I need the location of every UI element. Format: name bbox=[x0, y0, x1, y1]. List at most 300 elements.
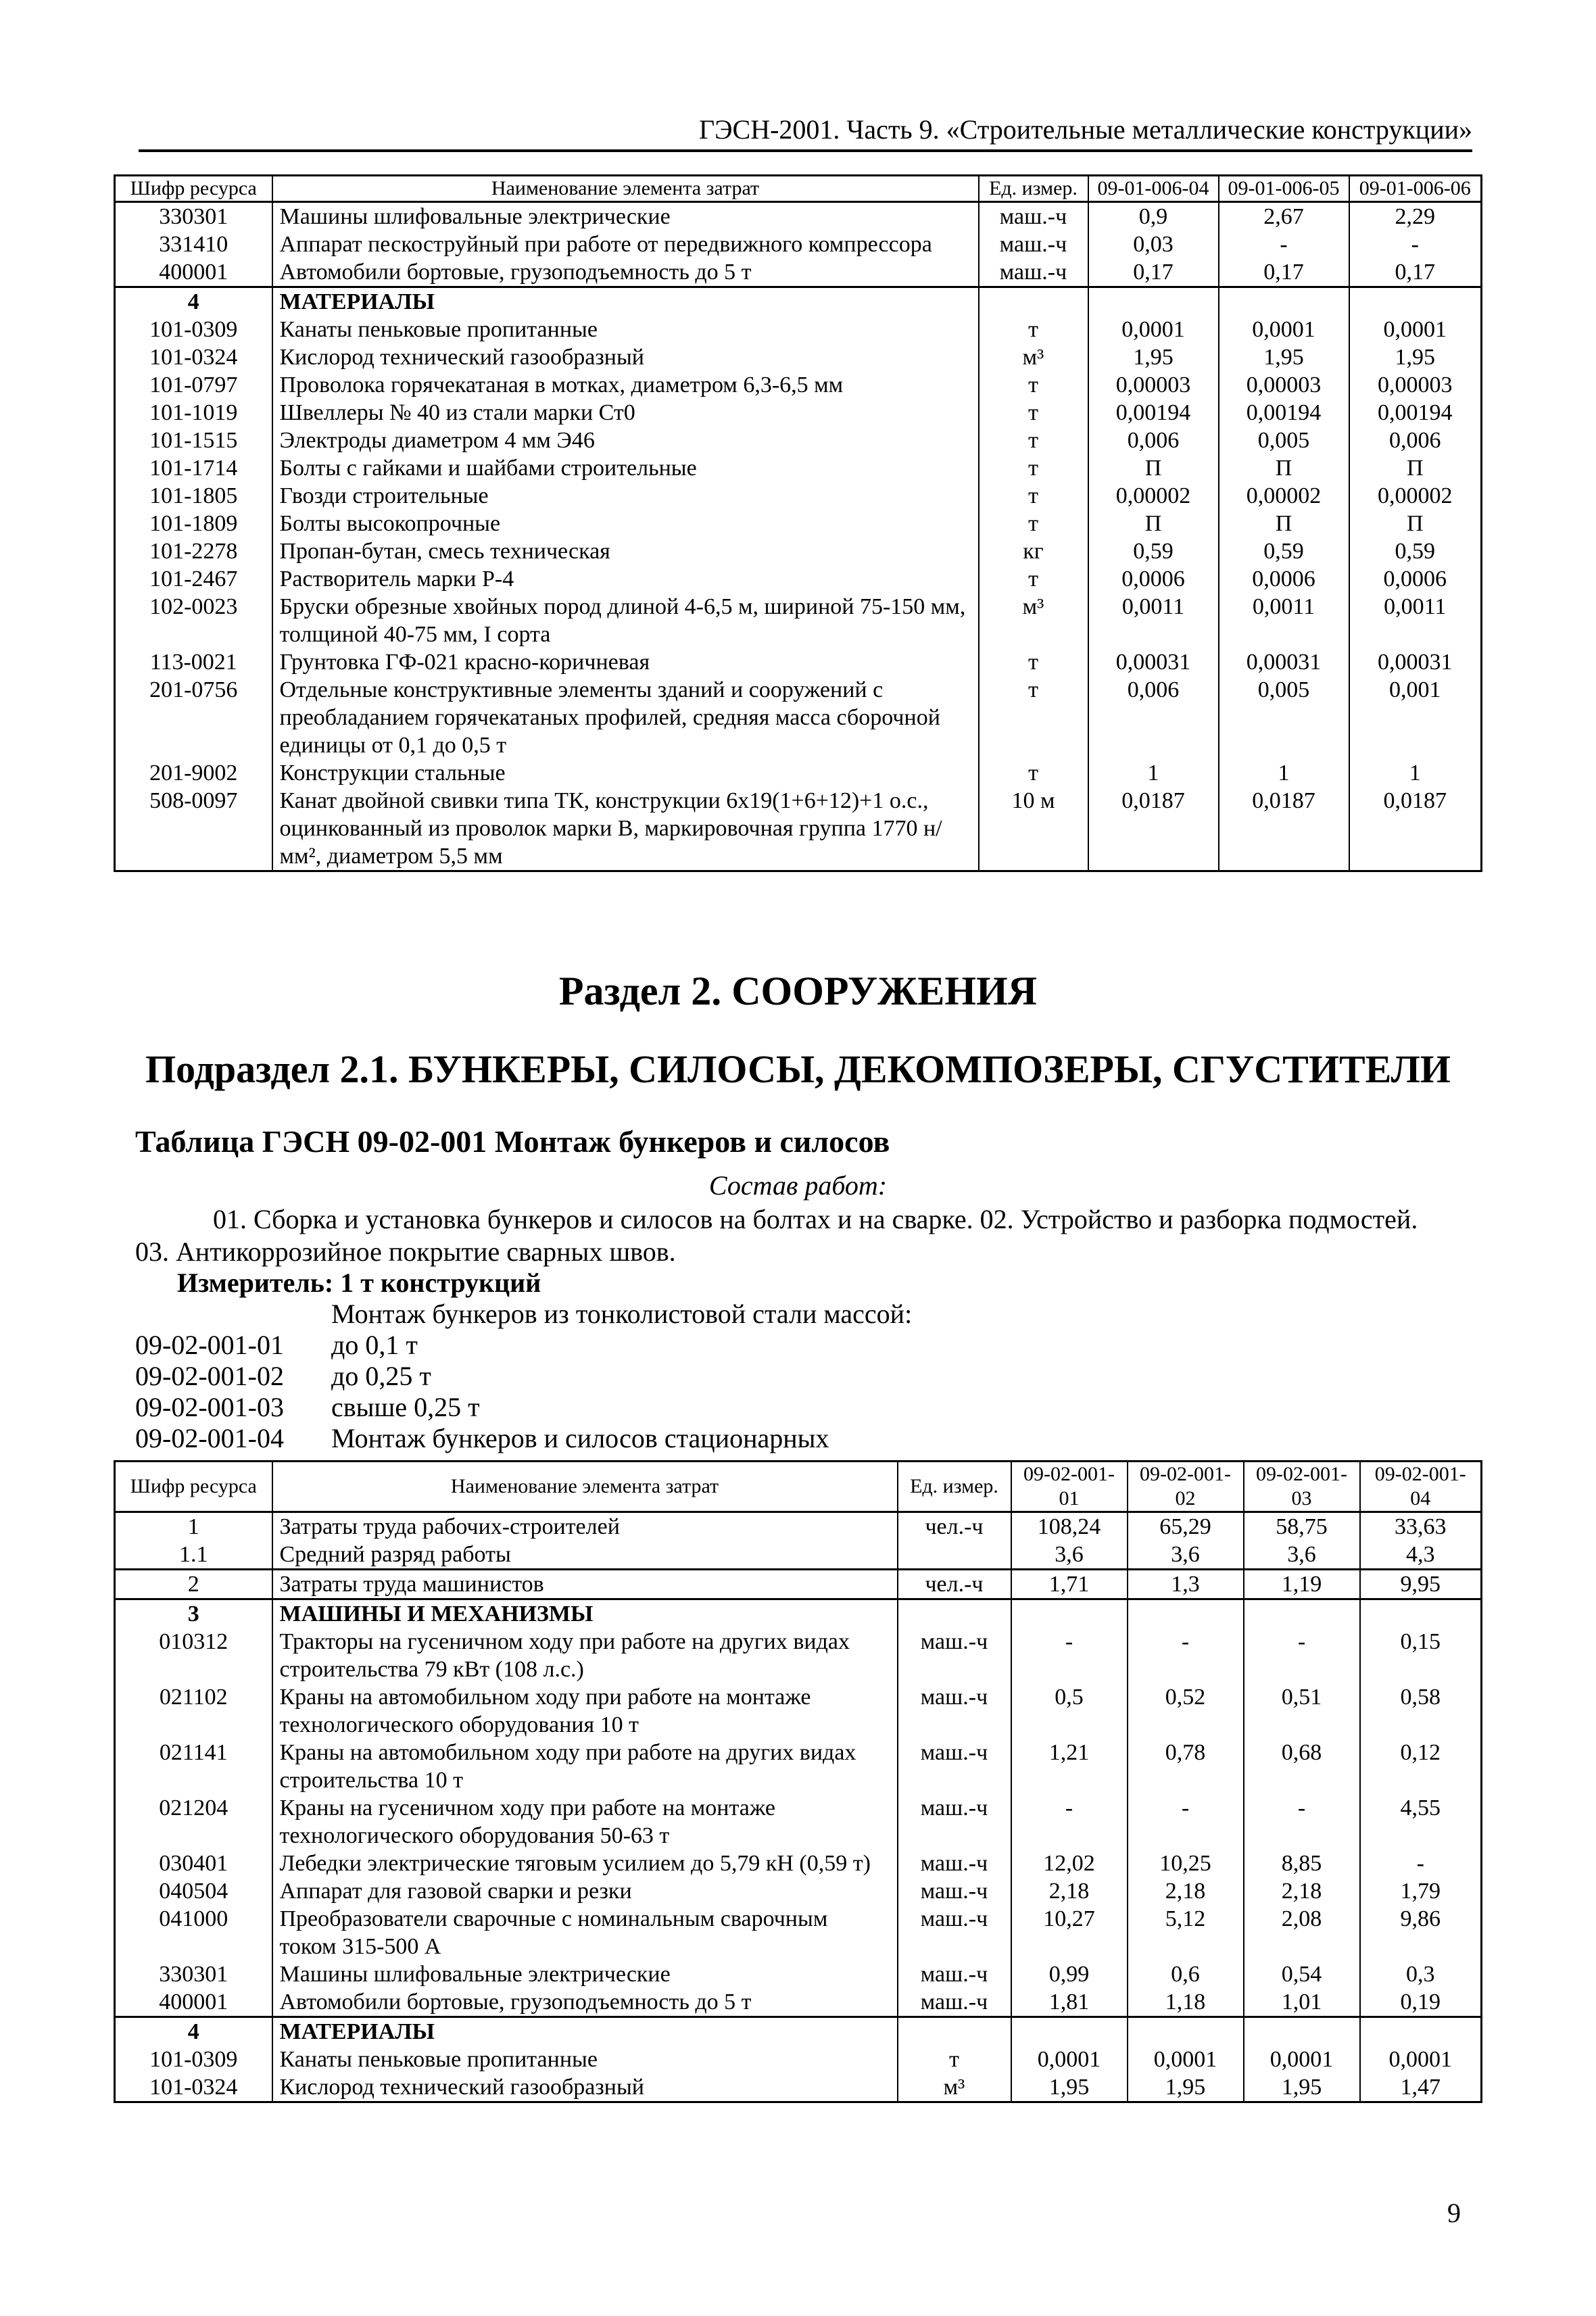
cell-v2: 0,0001 bbox=[1219, 316, 1349, 343]
cell-unit bbox=[898, 1599, 1011, 1629]
cell-v1: 0,0011 bbox=[1088, 593, 1219, 648]
cell-code: 040504 bbox=[115, 1877, 272, 1905]
cell-v3: 0,00002 bbox=[1349, 482, 1482, 510]
cell-v4: 4,3 bbox=[1360, 1541, 1482, 1570]
table-row bbox=[115, 2046, 1482, 2073]
cell-v1: П bbox=[1088, 510, 1219, 537]
cell-code: 201-0756 bbox=[115, 676, 272, 759]
cell-code: 101-0309 bbox=[115, 2046, 272, 2073]
table-row bbox=[115, 1570, 1482, 1599]
cell-v3: 0,0006 bbox=[1349, 565, 1482, 593]
cell-name: Аппарат для газовой сварки и резки bbox=[272, 1877, 898, 1905]
cell-unit: маш.-ч bbox=[898, 1739, 1011, 1794]
cell-v3: - bbox=[1244, 1628, 1360, 1683]
cell-unit: маш.-ч bbox=[898, 1683, 1011, 1739]
column-header: Наименование элемента затрат bbox=[272, 176, 979, 202]
variant-code: 09-02-001-04 bbox=[135, 1423, 284, 1453]
cell-v3 bbox=[1244, 2017, 1360, 2046]
table-row bbox=[115, 316, 1482, 343]
cell-name: Растворитель марки Р-4 bbox=[272, 565, 979, 593]
cell-v2: 0,00031 bbox=[1219, 648, 1349, 676]
table-row bbox=[115, 676, 1482, 759]
cell-v1: - bbox=[1011, 1794, 1128, 1850]
cell-v1: 10,27 bbox=[1011, 1905, 1128, 1960]
cell-v1: П bbox=[1088, 454, 1219, 482]
cell-unit: маш.-ч bbox=[898, 1850, 1011, 1877]
cell-v3: 0,0001 bbox=[1244, 2046, 1360, 2073]
cell-v2: 0,0006 bbox=[1219, 565, 1349, 593]
table-row bbox=[115, 371, 1482, 399]
cell-code: 201-9002 bbox=[115, 759, 272, 787]
table-header-row bbox=[115, 1462, 1482, 1512]
cell-v2: 0,6 bbox=[1128, 1960, 1244, 1988]
cell-v2: 0,52 bbox=[1128, 1683, 1244, 1739]
running-header: ГЭСН-2001. Часть 9. «Строительные металлические конструкции» bbox=[139, 114, 1472, 152]
cell-name: МАТЕРИАЛЫ bbox=[272, 2017, 898, 2046]
cell-name: Электроды диаметром 4 мм Э46 bbox=[272, 427, 979, 454]
column-header: 09-02-001-03 bbox=[1244, 1462, 1360, 1512]
cell-name: МАТЕРИАЛЫ bbox=[272, 287, 979, 316]
cell-v2 bbox=[1128, 2017, 1244, 2046]
cell-code: 1 bbox=[115, 1512, 272, 1541]
column-header: 09-01-006-04 bbox=[1088, 176, 1219, 202]
measure-unit: Измеритель: 1 т конструкций bbox=[177, 1268, 541, 1298]
cell-name: Канаты пеньковые пропитанные bbox=[272, 316, 979, 343]
cell-v2: 1,18 bbox=[1128, 1988, 1244, 2017]
cell-unit: маш.-ч bbox=[979, 202, 1088, 231]
cell-v1: 0,0187 bbox=[1088, 787, 1219, 871]
cell-v4: 0,19 bbox=[1360, 1988, 1482, 2017]
cell-v3: 0,59 bbox=[1349, 537, 1482, 565]
cell-code: 400001 bbox=[115, 1988, 272, 2017]
cell-code: 101-0324 bbox=[115, 2073, 272, 2102]
cell-code: 102-0023 bbox=[115, 593, 272, 648]
cell-v1: - bbox=[1011, 1628, 1128, 1683]
subsection-title: Подраздел 2.1. БУНКЕРЫ, СИЛОСЫ, ДЕКОМПОЗЕРЫ, СГУСТИТЕЛИ bbox=[145, 1047, 1451, 1091]
cell-unit: кг bbox=[979, 537, 1088, 565]
cell-code: 2 bbox=[115, 1570, 272, 1599]
column-header: Ед. измер. bbox=[979, 176, 1088, 202]
variants-heading: Монтаж бункеров из тонколистовой стали массой: bbox=[331, 1299, 913, 1329]
table-row bbox=[115, 399, 1482, 427]
cell-code: 101-1019 bbox=[115, 399, 272, 427]
cell-name: Пропан-бутан, смесь техническая bbox=[272, 537, 979, 565]
cost-table-09-01-006 bbox=[114, 174, 1482, 872]
table-row bbox=[115, 1599, 1482, 1629]
cell-name: Затраты труда машинистов bbox=[272, 1570, 898, 1599]
cell-unit: м³ bbox=[898, 2073, 1011, 2102]
variant-text: Монтаж бункеров и силосов стационарных bbox=[331, 1423, 829, 1453]
cell-v1: 0,0001 bbox=[1011, 2046, 1128, 2073]
cell-v3: 0,00031 bbox=[1349, 648, 1482, 676]
cell-v1 bbox=[1011, 1599, 1128, 1629]
cell-code: 021204 bbox=[115, 1794, 272, 1850]
cell-v3: - bbox=[1244, 1794, 1360, 1850]
cell-v1: 1,21 bbox=[1011, 1739, 1128, 1794]
cell-code: 1.1 bbox=[115, 1541, 272, 1570]
cell-name: Машины шлифовальные электрические bbox=[272, 202, 979, 231]
cell-unit: маш.-ч bbox=[898, 1905, 1011, 1960]
table-row bbox=[115, 593, 1482, 648]
table-row bbox=[115, 787, 1482, 871]
cell-v1: 1,71 bbox=[1011, 1570, 1128, 1599]
cell-v1: 0,006 bbox=[1088, 427, 1219, 454]
cell-v1: 0,00031 bbox=[1088, 648, 1219, 676]
cell-v2: 1 bbox=[1219, 759, 1349, 787]
cell-v1: 0,17 bbox=[1088, 258, 1219, 287]
variant-item bbox=[135, 1329, 418, 1361]
cell-unit bbox=[898, 2017, 1011, 2046]
table-row bbox=[115, 1541, 1482, 1570]
column-header: 09-02-001-04 bbox=[1360, 1462, 1482, 1512]
cell-name: Затраты труда рабочих-строителей bbox=[272, 1512, 898, 1541]
cell-v2: 0,005 bbox=[1219, 676, 1349, 759]
cell-v3: 2,29 bbox=[1349, 202, 1482, 231]
cell-name: Кислород технический газообразный bbox=[272, 2073, 898, 2102]
cell-v2: 0,17 bbox=[1219, 258, 1349, 287]
column-header: Ед. измер. bbox=[898, 1462, 1011, 1512]
table-body bbox=[115, 202, 1482, 871]
page-number: 9 bbox=[1447, 2198, 1461, 2228]
cell-code: 113-0021 bbox=[115, 648, 272, 676]
cell-name: Краны на автомобильном ходу при работе на других видах строительства 10 т bbox=[272, 1739, 898, 1794]
cell-v4: - bbox=[1360, 1850, 1482, 1877]
cell-v2: 2,18 bbox=[1128, 1877, 1244, 1905]
cell-v3: 2,08 bbox=[1244, 1905, 1360, 1960]
cell-unit: т bbox=[979, 759, 1088, 787]
cell-v3: П bbox=[1349, 510, 1482, 537]
cell-unit: 10 м bbox=[979, 787, 1088, 871]
table-row bbox=[115, 482, 1482, 510]
cell-name: Кислород технический газообразный bbox=[272, 343, 979, 371]
cell-code: 101-2278 bbox=[115, 537, 272, 565]
cell-code: 400001 bbox=[115, 258, 272, 287]
table-row bbox=[115, 1683, 1482, 1739]
cell-name: Автомобили бортовые, грузоподъемность до 5 т bbox=[272, 258, 979, 287]
cell-v1: 0,99 bbox=[1011, 1960, 1128, 1988]
cell-unit: т bbox=[979, 676, 1088, 759]
cell-code: 508-0097 bbox=[115, 787, 272, 871]
variant-code: 09-02-001-02 bbox=[135, 1361, 284, 1391]
cell-v3: 1,95 bbox=[1244, 2073, 1360, 2102]
cell-unit bbox=[898, 1541, 1011, 1570]
variant-item bbox=[135, 1422, 829, 1454]
cell-name: Автомобили бортовые, грузоподъемность до 5 т bbox=[272, 1988, 898, 2017]
column-header: 09-02-001-01 bbox=[1011, 1462, 1128, 1512]
cell-v4: 9,95 bbox=[1360, 1570, 1482, 1599]
cell-name: Проволока горячекатаная в мотках, диаметром 6,3-6,5 мм bbox=[272, 371, 979, 399]
cell-v1: 1,95 bbox=[1011, 2073, 1128, 2102]
cell-v2: 0,005 bbox=[1219, 427, 1349, 454]
cell-code: 330301 bbox=[115, 1960, 272, 1988]
cell-name: Канат двойной свивки типа ТК, конструкции 6х19(1+6+12)+1 о.с., оцинкованный из проволок марки В, маркировочная группа 1770 н/мм², диаметром 5,5 мм bbox=[272, 787, 979, 871]
cell-code: 101-2467 bbox=[115, 565, 272, 593]
cell-v2: 1,95 bbox=[1219, 343, 1349, 371]
variant-item bbox=[135, 1360, 431, 1392]
table-row bbox=[115, 287, 1482, 316]
work-composition-heading: Состав работ: bbox=[708, 1170, 888, 1201]
table-row bbox=[115, 759, 1482, 787]
cell-v4 bbox=[1360, 1599, 1482, 1629]
cell-v3: 0,0001 bbox=[1349, 316, 1482, 343]
cell-v2: - bbox=[1128, 1628, 1244, 1683]
cell-v1: 0,00194 bbox=[1088, 399, 1219, 427]
cell-v1: 0,0001 bbox=[1088, 316, 1219, 343]
cell-v1: 0,0006 bbox=[1088, 565, 1219, 593]
cell-code: 101-1515 bbox=[115, 427, 272, 454]
table-row bbox=[115, 1512, 1482, 1541]
cell-v1: 1,95 bbox=[1088, 343, 1219, 371]
cell-v3: П bbox=[1349, 454, 1482, 482]
cell-code: 010312 bbox=[115, 1628, 272, 1683]
variant-text: до 0,1 т bbox=[331, 1330, 418, 1360]
table-row bbox=[115, 1905, 1482, 1960]
cell-v3: 1,01 bbox=[1244, 1988, 1360, 2017]
cell-code: 021141 bbox=[115, 1739, 272, 1794]
cell-v2 bbox=[1128, 1599, 1244, 1629]
cell-v1: 1 bbox=[1088, 759, 1219, 787]
cell-v3: 0,17 bbox=[1349, 258, 1482, 287]
table-row bbox=[115, 1877, 1482, 1905]
cell-unit: м³ bbox=[979, 593, 1088, 648]
cell-code: 101-1809 bbox=[115, 510, 272, 537]
cell-v1: 3,6 bbox=[1011, 1541, 1128, 1570]
cell-v3: 0,001 bbox=[1349, 676, 1482, 759]
cell-unit: т bbox=[979, 510, 1088, 537]
cell-unit: чел.-ч bbox=[898, 1512, 1011, 1541]
table-row bbox=[115, 2017, 1482, 2046]
cell-v2: 0,00194 bbox=[1219, 399, 1349, 427]
cell-v1: 12,02 bbox=[1011, 1850, 1128, 1877]
cell-unit: т bbox=[898, 2046, 1011, 2073]
cell-unit: м³ bbox=[979, 343, 1088, 371]
cell-name: Преобразователи сварочные с номинальным сварочным током 315-500 А bbox=[272, 1905, 898, 1960]
variant-text: свыше 0,25 т bbox=[331, 1392, 480, 1422]
cell-v3: 3,6 bbox=[1244, 1541, 1360, 1570]
cell-code: 101-0797 bbox=[115, 371, 272, 399]
cell-v2: 65,29 bbox=[1128, 1512, 1244, 1541]
cell-v4: 1,79 bbox=[1360, 1877, 1482, 1905]
cell-unit: маш.-ч bbox=[898, 1877, 1011, 1905]
cell-v2: 5,12 bbox=[1128, 1905, 1244, 1960]
work-composition-line: 03. Антикоррозийное покрытие сварных швов. bbox=[135, 1236, 676, 1267]
cell-name: МАШИНЫ И МЕХАНИЗМЫ bbox=[272, 1599, 898, 1629]
cell-v4: 0,58 bbox=[1360, 1683, 1482, 1739]
cell-v4 bbox=[1360, 2017, 1482, 2046]
cell-unit: маш.-ч bbox=[898, 1988, 1011, 2017]
cell-v1: 0,00002 bbox=[1088, 482, 1219, 510]
table-row bbox=[115, 343, 1482, 371]
cell-v1: 2,18 bbox=[1011, 1877, 1128, 1905]
cell-v3: 8,85 bbox=[1244, 1850, 1360, 1877]
cell-v2: - bbox=[1219, 231, 1349, 258]
table-body bbox=[115, 1512, 1482, 2102]
cell-v4: 9,86 bbox=[1360, 1905, 1482, 1960]
cell-v3: 0,00003 bbox=[1349, 371, 1482, 399]
cell-v3: 1,19 bbox=[1244, 1570, 1360, 1599]
cell-v4: 0,15 bbox=[1360, 1628, 1482, 1683]
variant-item bbox=[135, 1391, 480, 1423]
table-title: Таблица ГЭСН 09-02-001 Монтаж бункеров и силосов bbox=[135, 1124, 890, 1159]
cell-code: 030401 bbox=[115, 1850, 272, 1877]
table-row bbox=[115, 2073, 1482, 2102]
cell-v3: 0,006 bbox=[1349, 427, 1482, 454]
cell-v3: 0,0011 bbox=[1349, 593, 1482, 648]
cell-v2: 10,25 bbox=[1128, 1850, 1244, 1877]
cell-v2: 0,00002 bbox=[1219, 482, 1349, 510]
cell-code: 330301 bbox=[115, 202, 272, 231]
cell-unit: т bbox=[979, 371, 1088, 399]
cell-v1: 0,03 bbox=[1088, 231, 1219, 258]
cell-v1 bbox=[1088, 287, 1219, 316]
cell-unit: т bbox=[979, 454, 1088, 482]
table-row bbox=[115, 231, 1482, 258]
column-header: 09-01-006-05 bbox=[1219, 176, 1349, 202]
table-row bbox=[115, 1850, 1482, 1877]
cell-code: 041000 bbox=[115, 1905, 272, 1960]
table-row bbox=[115, 1988, 1482, 2017]
column-header: 09-01-006-06 bbox=[1349, 176, 1482, 202]
variant-code: 09-02-001-03 bbox=[135, 1392, 284, 1422]
table-row bbox=[115, 258, 1482, 287]
cell-v2: П bbox=[1219, 510, 1349, 537]
cell-unit: маш.-ч bbox=[979, 231, 1088, 258]
cell-v2: 0,0187 bbox=[1219, 787, 1349, 871]
cell-v2: 0,78 bbox=[1128, 1739, 1244, 1794]
cell-name: Швеллеры № 40 из стали марки Ст0 bbox=[272, 399, 979, 427]
table-row bbox=[115, 565, 1482, 593]
cell-unit: чел.-ч bbox=[898, 1570, 1011, 1599]
cell-v2: - bbox=[1128, 1794, 1244, 1850]
cell-unit: маш.-ч bbox=[979, 258, 1088, 287]
cell-code: 021102 bbox=[115, 1683, 272, 1739]
cell-v4: 1,47 bbox=[1360, 2073, 1482, 2102]
table-row bbox=[115, 427, 1482, 454]
cell-v3: 1,95 bbox=[1349, 343, 1482, 371]
cell-v3: 2,18 bbox=[1244, 1877, 1360, 1905]
cell-unit: т bbox=[979, 427, 1088, 454]
column-header: Шифр ресурса bbox=[115, 1462, 272, 1512]
cell-v3 bbox=[1244, 1599, 1360, 1629]
cell-v2: 0,0001 bbox=[1128, 2046, 1244, 2073]
cell-v4: 0,12 bbox=[1360, 1739, 1482, 1794]
column-header: Наименование элемента затрат bbox=[272, 1462, 898, 1512]
cost-table-09-02-001 bbox=[114, 1460, 1482, 2103]
table-row bbox=[115, 648, 1482, 676]
cell-v2: 2,67 bbox=[1219, 202, 1349, 231]
cell-v1: 0,5 bbox=[1011, 1683, 1128, 1739]
cell-unit bbox=[979, 287, 1088, 316]
cell-name: Болты высокопрочные bbox=[272, 510, 979, 537]
cell-v2: 1,3 bbox=[1128, 1570, 1244, 1599]
cell-v1: 1,81 bbox=[1011, 1988, 1128, 2017]
cell-unit: т bbox=[979, 565, 1088, 593]
cell-name: Тракторы на гусеничном ходу при работе на других видах строительства 79 кВт (108 л.с.) bbox=[272, 1628, 898, 1683]
work-composition-line: 01. Сборка и установка бункеров и силосов на болтах и на сварке. 02. Устройство и разборка подмостей. bbox=[213, 1204, 1418, 1234]
cell-code: 101-0309 bbox=[115, 316, 272, 343]
cell-code: 331410 bbox=[115, 231, 272, 258]
cell-v4: 0,0001 bbox=[1360, 2046, 1482, 2073]
cell-name: Краны на гусеничном ходу при работе на монтаже технологического оборудования 50-63 т bbox=[272, 1794, 898, 1850]
cell-v3: 0,51 bbox=[1244, 1683, 1360, 1739]
cell-unit: т bbox=[979, 316, 1088, 343]
cell-name: Канаты пеньковые пропитанные bbox=[272, 2046, 898, 2073]
cell-unit: т bbox=[979, 648, 1088, 676]
cell-v3: 58,75 bbox=[1244, 1512, 1360, 1541]
cell-name: Болты с гайками и шайбами строительные bbox=[272, 454, 979, 482]
cell-v1: 0,006 bbox=[1088, 676, 1219, 759]
cell-unit: маш.-ч bbox=[898, 1960, 1011, 1988]
cell-v2: 0,00003 bbox=[1219, 371, 1349, 399]
cell-v2: 0,0011 bbox=[1219, 593, 1349, 648]
table-row bbox=[115, 202, 1482, 231]
cell-code: 101-1805 bbox=[115, 482, 272, 510]
cell-v2: 3,6 bbox=[1128, 1541, 1244, 1570]
cell-name: Бруски обрезные хвойных пород длиной 4-6,5 м, шириной 75-150 мм, толщиной 40-75 мм, I сорта bbox=[272, 593, 979, 648]
cell-unit: т bbox=[979, 399, 1088, 427]
table-row bbox=[115, 1960, 1482, 1988]
cell-name: Гвозди строительные bbox=[272, 482, 979, 510]
cell-v3: 0,54 bbox=[1244, 1960, 1360, 1988]
cell-unit: т bbox=[979, 482, 1088, 510]
cell-name: Грунтовка ГФ-021 красно-коричневая bbox=[272, 648, 979, 676]
cell-unit: маш.-ч bbox=[898, 1628, 1011, 1683]
column-header: 09-02-001-02 bbox=[1128, 1462, 1244, 1512]
cell-name: Средний разряд работы bbox=[272, 1541, 898, 1570]
table-row bbox=[115, 537, 1482, 565]
cell-v2: П bbox=[1219, 454, 1349, 482]
cell-v1: 0,59 bbox=[1088, 537, 1219, 565]
cell-v2: 1,95 bbox=[1128, 2073, 1244, 2102]
cell-code: 101-0324 bbox=[115, 343, 272, 371]
cell-v1: 0,9 bbox=[1088, 202, 1219, 231]
cell-v1 bbox=[1011, 2017, 1128, 2046]
cell-code: 101-1714 bbox=[115, 454, 272, 482]
cell-v3 bbox=[1349, 287, 1482, 316]
cell-code: 4 bbox=[115, 2017, 272, 2046]
cell-v3: - bbox=[1349, 231, 1482, 258]
cell-name: Отдельные конструктивные элементы зданий и сооружений с преобладанием горячекатаных профилей, средняя масса сборочной единицы от 0,1 до 0,5 т bbox=[272, 676, 979, 759]
cell-v4: 0,3 bbox=[1360, 1960, 1482, 1988]
cell-v4: 33,63 bbox=[1360, 1512, 1482, 1541]
cell-v1: 0,00003 bbox=[1088, 371, 1219, 399]
variant-code: 09-02-001-01 bbox=[135, 1330, 284, 1360]
cell-v2: 0,59 bbox=[1219, 537, 1349, 565]
table-header-row bbox=[115, 176, 1482, 202]
column-header: Шифр ресурса bbox=[115, 176, 272, 202]
table-row bbox=[115, 1794, 1482, 1850]
section-title: Раздел 2. СООРУЖЕНИЯ bbox=[558, 969, 1038, 1013]
cell-v3: 0,68 bbox=[1244, 1739, 1360, 1794]
cell-name: Машины шлифовальные электрические bbox=[272, 1960, 898, 1988]
table-row bbox=[115, 510, 1482, 537]
cell-v4: 4,55 bbox=[1360, 1794, 1482, 1850]
cell-v3: 0,0187 bbox=[1349, 787, 1482, 871]
table-row bbox=[115, 454, 1482, 482]
cell-v1: 108,24 bbox=[1011, 1512, 1128, 1541]
cell-v2 bbox=[1219, 287, 1349, 316]
variant-text: до 0,25 т bbox=[331, 1361, 431, 1391]
cell-name: Лебедки электрические тяговым усилием до 5,79 кН (0,59 т) bbox=[272, 1850, 898, 1877]
cell-name: Краны на автомобильном ходу при работе на монтаже технологического оборудования 10 т bbox=[272, 1683, 898, 1739]
cell-code: 3 bbox=[115, 1599, 272, 1629]
cell-unit: маш.-ч bbox=[898, 1794, 1011, 1850]
cell-name: Аппарат пескоструйный при работе от передвижного компрессора bbox=[272, 231, 979, 258]
cell-v3: 0,00194 bbox=[1349, 399, 1482, 427]
cell-code: 4 bbox=[115, 287, 272, 316]
cell-v3: 1 bbox=[1349, 759, 1482, 787]
cell-name: Конструкции стальные bbox=[272, 759, 979, 787]
